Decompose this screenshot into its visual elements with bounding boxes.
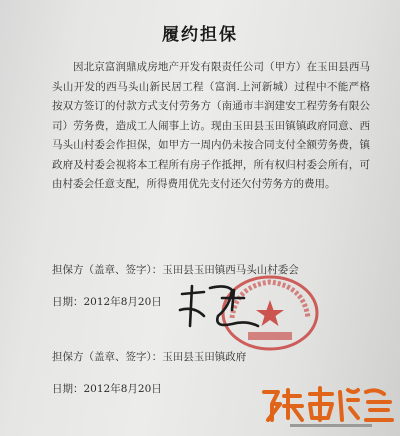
handwritten-signature — [174, 276, 264, 336]
guarantor-label-1: 担保方（盖章、签字）： — [52, 264, 163, 276]
guarantor-name-1: 玉田县玉田镇西马头山村委会 — [162, 264, 299, 276]
guarantor-label-2: 担保方（盖章、签字）： — [52, 351, 163, 363]
guarantor-date-2: 日期：2012年8月20日 — [52, 383, 162, 395]
guarantor-line-2 — [52, 349, 246, 364]
guarantor-name-2: 玉田县玉田镇政府 — [162, 351, 247, 363]
guarantor-date-1: 日期：2012年8月20日 — [52, 296, 162, 308]
site-watermark-logo — [258, 382, 398, 432]
document-title: 履约担保 — [162, 25, 238, 45]
document-body: 因北京富润鼎成房地产开发有限责任公司（甲方）在玉田县西马头山开发的西马头山新民居工程（富润.上河新城）过程中不能严格按双方签订的付款方式支付劳务方（南通市丰润建安工程劳务有限公司）劳务费，造成工人闹事上访。现由玉田县玉田镇镇政府同意、西马头山村委会作担保，如甲方一周内仍未按合同支付全额劳务费，镇政府及村委会视将本工程所有房子作抵押，所有权归村委会所有，可由村委会任意支配，所得费用优先支付还欠付劳务方的费用。 — [52, 61, 370, 190]
